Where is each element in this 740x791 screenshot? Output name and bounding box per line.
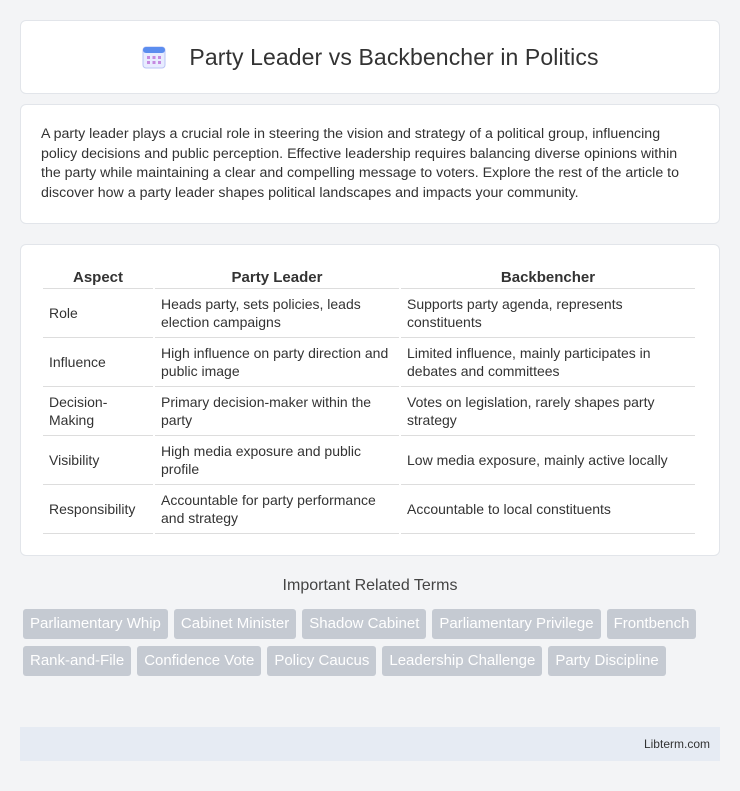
term-tag[interactable]: Party Discipline — [548, 646, 665, 676]
header-aspect: Aspect — [43, 265, 153, 289]
table-row — [43, 485, 695, 534]
cell-backbencher: Low media exposure, mainly active locally — [401, 436, 695, 485]
intro-card — [20, 104, 720, 224]
term-tag[interactable]: Rank-and-File — [23, 646, 131, 676]
cell-backbencher: Votes on legislation, rarely shapes party strategy — [401, 387, 695, 436]
cell-backbencher: Limited influence, mainly participates in debates and committees — [401, 338, 695, 387]
term-tag[interactable]: Shadow Cabinet — [302, 609, 426, 639]
term-tag[interactable]: Frontbench — [607, 609, 697, 639]
title-card — [20, 20, 720, 94]
table-row — [43, 387, 695, 436]
footer — [20, 727, 720, 761]
term-tag[interactable]: Confidence Vote — [137, 646, 261, 676]
cell-party-leader: Heads party, sets policies, leads election campaigns — [155, 289, 399, 338]
cell-aspect: Decision-Making — [43, 387, 153, 436]
term-tag[interactable]: Cabinet Minister — [174, 609, 296, 639]
comparison-table — [41, 265, 697, 534]
cell-backbencher: Accountable to local constituents — [401, 485, 695, 534]
calendar-icon — [141, 44, 167, 70]
comparison-card — [20, 244, 720, 556]
table-row — [43, 289, 695, 338]
term-tag[interactable]: Leadership Challenge — [382, 646, 542, 676]
header-party-leader: Party Leader — [155, 265, 399, 289]
cell-aspect: Visibility — [43, 436, 153, 485]
table-row — [43, 338, 695, 387]
term-tag[interactable]: Parliamentary Privilege — [432, 609, 600, 639]
term-tag[interactable]: Parliamentary Whip — [23, 609, 168, 639]
cell-aspect: Role — [43, 289, 153, 338]
cell-backbencher: Supports party agenda, represents constituents — [401, 289, 695, 338]
related-terms-list — [23, 609, 723, 683]
intro-text: A party leader plays a crucial role in steering the vision and strategy of a political group, influencing policy decisions and public perception. Effective leadership requires balancing diverse opinions within the party while maintaining a clear and compelling message to voters. Explore the rest of the article to discover how a party leader shapes political landscapes and impacts your community. — [41, 126, 679, 201]
table-row — [43, 436, 695, 485]
cell-aspect: Influence — [43, 338, 153, 387]
footer-site-link[interactable]: Libterm.com — [643, 737, 710, 751]
header-backbencher: Backbencher — [401, 265, 695, 289]
term-tag[interactable]: Policy Caucus — [267, 646, 376, 676]
page-title: Party Leader vs Backbencher in Politics — [189, 43, 599, 70]
cell-party-leader: Primary decision-maker within the party — [155, 387, 399, 436]
cell-party-leader: Accountable for party performance and strategy — [155, 485, 399, 534]
related-terms-title: Important Related Terms — [282, 577, 458, 594]
cell-party-leader: High media exposure and public profile — [155, 436, 399, 485]
cell-party-leader: High influence on party direction and public image — [155, 338, 399, 387]
cell-aspect: Responsibility — [43, 485, 153, 534]
